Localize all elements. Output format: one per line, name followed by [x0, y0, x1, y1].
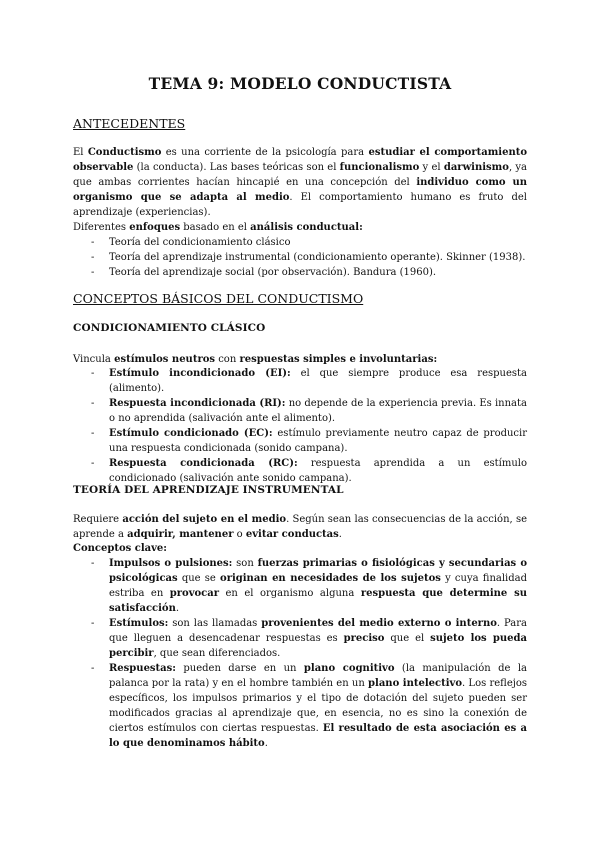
section-heading-conceptos: CONCEPTOS BÁSICOS DEL CONDUCTISMO	[73, 291, 364, 306]
subsection-heading-clasico: CONDICIONAMIENTO CLÁSICO	[73, 322, 266, 334]
clasico-intro: Vincula estímulos neutros con respuestas simples e involuntarias:	[73, 354, 438, 365]
clasico-list	[73, 366, 527, 486]
page-title: TEMA 9: MODELO CONDUCTISTA	[148, 74, 452, 93]
section-heading-antecedentes: ANTECEDENTES	[73, 116, 186, 131]
instrumental-list	[73, 556, 527, 751]
list-item-estimulos: - Estímulos: son las llamadas provenientes del medio externo o interno. Para que lleguen a desencadenar respuestas es preciso que el sujeto los pueda percibir, que sean diferenciados.	[73, 616, 527, 661]
list-item: - Teoría del aprendizaje instrumental (condicionamiento operante). Skinner (1938).	[73, 250, 527, 265]
list-item: - Respuesta condicionada (RC): respuesta aprendida a un estímulo condicionado (salivación ante sonido campana).	[73, 456, 527, 486]
list-item-impulsos: - Impulsos o pulsiones: son fuerzas primarias o fisiológicas y secundarias o psicológicas que se originan en necesidades de los sujetos y cuya finalidad estriba en provocar en el organismo alguna respuesta que determine su satisfacción.	[73, 556, 527, 616]
enfoques-paragraph: Diferentes enfoques basado en el análisis conductual:	[73, 222, 363, 233]
enfoques-list	[73, 235, 527, 280]
list-item: - Respuesta incondicionada (RI): no depende de la experiencia previa. Es innata o no aprendida (salivación ante el alimento).	[73, 396, 527, 426]
conceptos-clave-label: Conceptos clave:	[73, 543, 167, 554]
list-item: - Teoría del condicionamiento clásico	[73, 235, 527, 250]
list-item-respuestas: - Respuestas: pueden darse en un plano cognitivo (la manipulación de la palanca por la rata) y en el hombre también en un plano intelectivo. Los reflejos específicos, los impulsos primarios y el tipo de dotación del sujeto pueden ser modificados gracias al aprendizaje que, en esencia, no es sino la conexión de ciertos estímulos con ciertas respuestas. El resultado de esta asociación es a lo que denominamos hábito.	[73, 661, 527, 751]
list-item: - Estímulo condicionado (EC): estímulo previamente neutro capaz de producir una respuesta condicionada (sonido campana).	[73, 426, 527, 456]
instrumental-intro: Requiere acción del sujeto en el medio. Según sean las consecuencias de la acción, se aprende a adquirir, mantener o evitar conductas.	[73, 514, 527, 540]
antecedentes-paragraph: El Conductismo es una corriente de la psicología para estudiar el comportamiento observable (la conducta). Las bases teóricas son el funcionalismo y el darwinismo, ya que ambas corrientes hacían hincapié en una concepción del individuo como un organismo que se adapta al medio. El comportamiento humano es fruto del aprendizaje (experiencias).	[73, 147, 527, 218]
list-item: - Estímulo incondicionado (EI): el que siempre produce esa respuesta (alimento).	[73, 366, 527, 396]
subsection-heading-instrumental: TEORÍA DEL APRENDIZAJE INSTRUMENTAL	[73, 484, 344, 496]
list-item: - Teoría del aprendizaje social (por observación). Bandura (1960).	[73, 265, 527, 280]
